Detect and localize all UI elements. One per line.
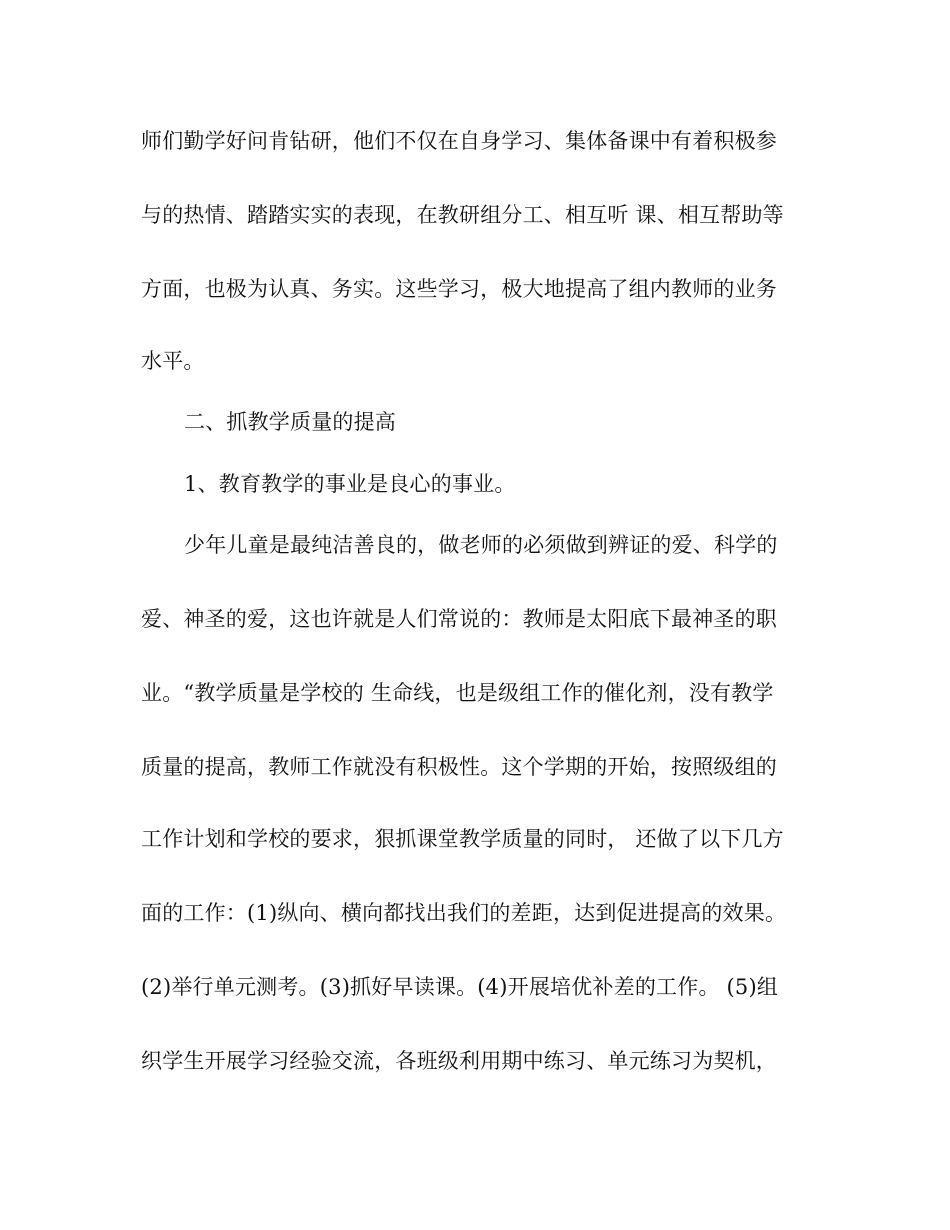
paragraph-line: 织学生开展学习经验交流，各班级利用期中练习、单元练习为契机， xyxy=(141,1049,777,1073)
section-heading: 二、抓教学质量的提高 xyxy=(184,410,396,434)
paragraph-line: 面的工作：(1)纵向、横向都找出我们的差距，达到促进提高的效果。 xyxy=(141,901,787,925)
paragraph-line: 少年儿童是最纯洁善良的，做老师的必须做到辨证的爱、科学的 xyxy=(184,533,778,557)
paragraph-line: 质量的提高，教师工作就没有积极性。这个学期的开始，按照级组的 xyxy=(141,755,777,779)
paragraph-line: 水平。 xyxy=(141,349,205,373)
paragraph-line: 业。“教学质量是学校的 生命线，也是级组工作的催化剂，没有教学 xyxy=(141,681,774,705)
subsection-heading: 1、教育教学的事业是良心的事业。 xyxy=(184,472,516,496)
paragraph-line: 方面，也极为认真、务实。这些学习，极大地提高了组内教师的业务 xyxy=(141,277,777,301)
paragraph-line: 工作计划和学校的要求，狠抓课堂教学质量的同时， 还做了以下几方 xyxy=(141,827,784,851)
paragraph-line: (2)举行单元测考。(3)抓好早读课。(4)开展培优补差的工作。 (5)组 xyxy=(141,975,779,999)
paragraph-line: 师们勤学好问肯钻研，他们不仅在自身学习、集体备课中有着积极参 xyxy=(141,129,777,153)
paragraph-line: 与的热情、踏踏实实的表现，在教研组分工、相互听 课、相互帮助等 xyxy=(141,203,784,227)
paragraph-line: 爱、神圣的爱，这也许就是人们常说的：教师是太阳底下最神圣的职 xyxy=(141,607,777,631)
